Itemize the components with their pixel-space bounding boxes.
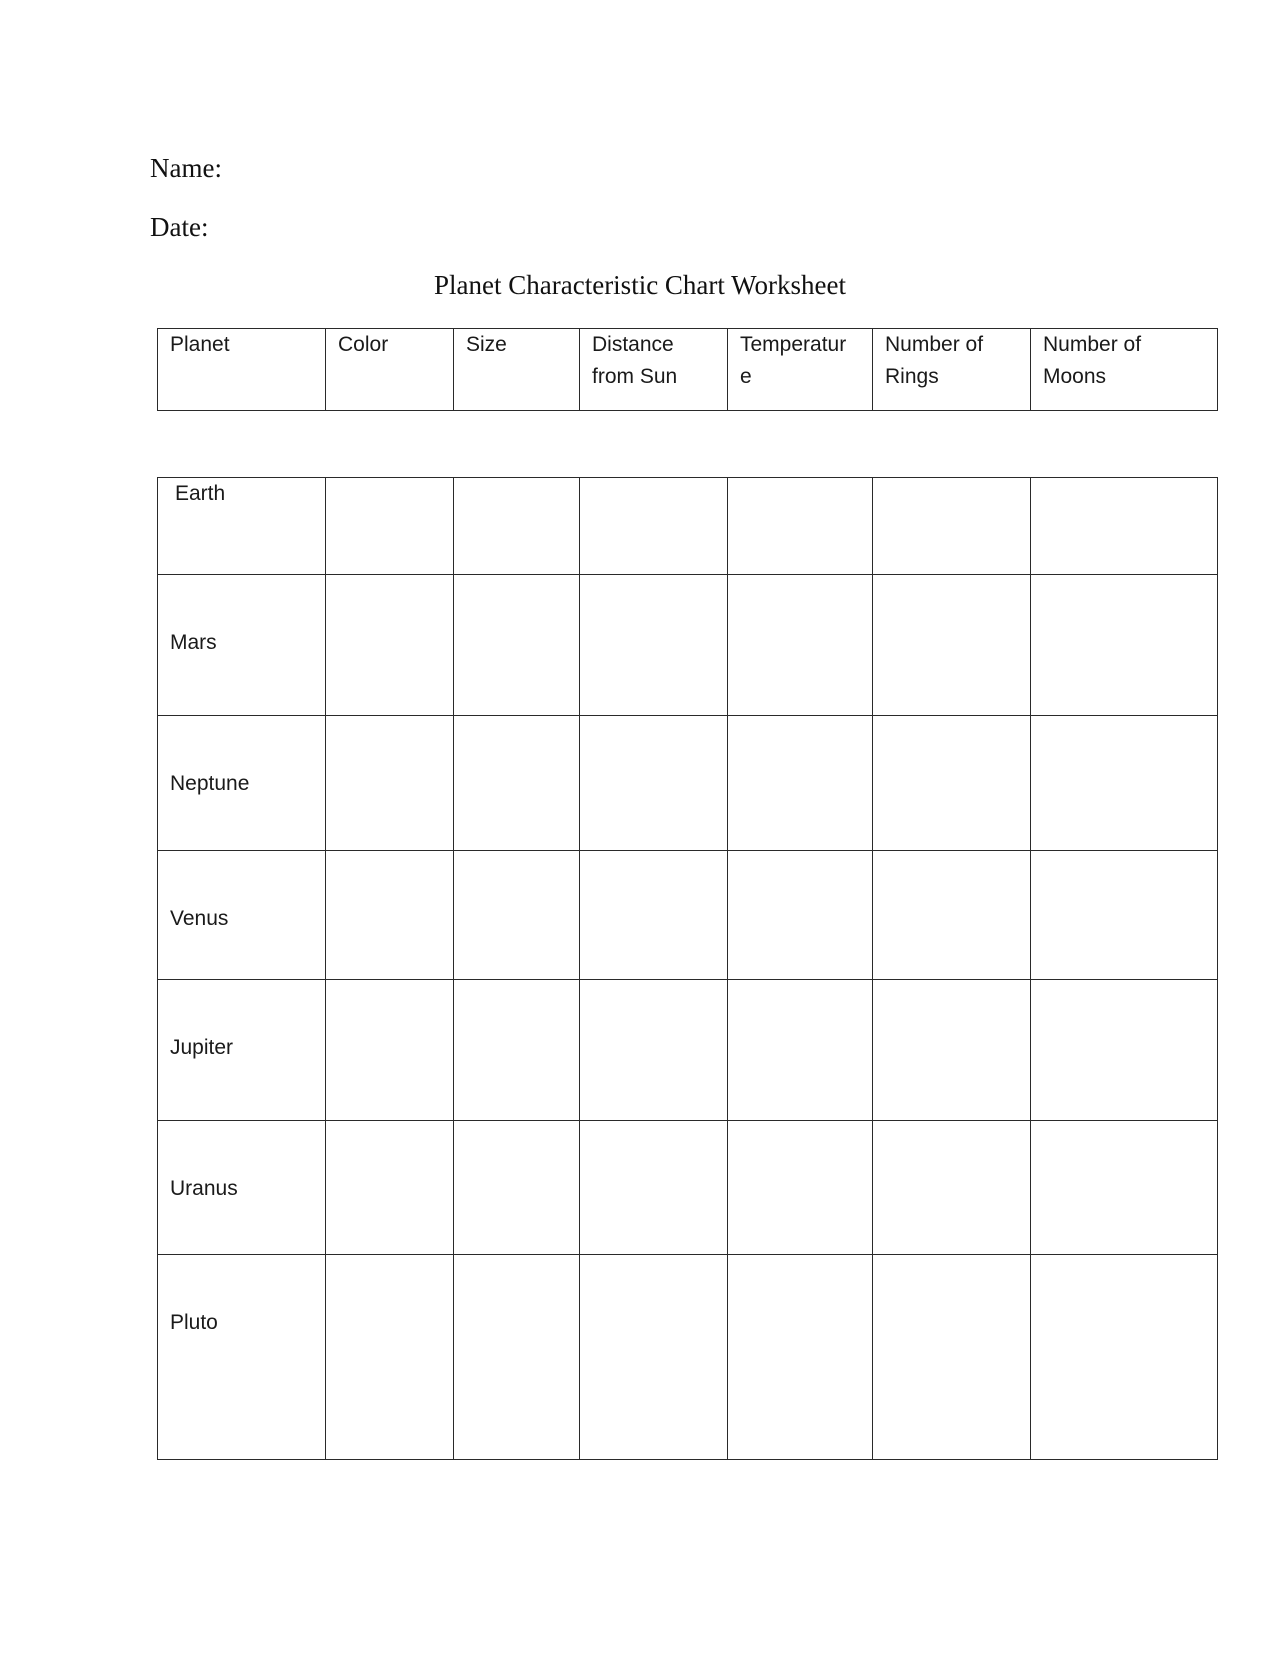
- header-cell-planet: [158, 329, 326, 411]
- temperature-cell[interactable]: [728, 575, 873, 716]
- size-cell[interactable]: [454, 575, 580, 716]
- name-label: Name:: [150, 153, 222, 183]
- distance-cell[interactable]: [580, 575, 728, 716]
- planet-cell-pluto: [158, 1255, 326, 1460]
- moons-cell[interactable]: [1031, 716, 1218, 851]
- moons-cell[interactable]: [1031, 478, 1218, 575]
- planet-label-pluto: Pluto: [170, 1311, 218, 1334]
- planet-table: [157, 477, 1218, 1460]
- header-distance-line1: Distance: [592, 333, 674, 356]
- header-planet-line1: Planet: [170, 333, 230, 356]
- header-row: [158, 329, 1218, 411]
- planet-cell-uranus: [158, 1121, 326, 1255]
- planet-label-mars: Mars: [170, 631, 217, 654]
- distance-cell[interactable]: [580, 716, 728, 851]
- planet-label-neptune: Neptune: [170, 772, 250, 795]
- header-cell-color: [326, 329, 454, 411]
- temperature-cell[interactable]: [728, 716, 873, 851]
- header-table: [157, 328, 1218, 411]
- planet-cell-mars: [158, 575, 326, 716]
- header-cell-moons: [1031, 329, 1218, 411]
- moons-cell[interactable]: [1031, 575, 1218, 716]
- distance-cell[interactable]: [580, 851, 728, 980]
- planet-cell-earth: [158, 478, 326, 575]
- rings-cell[interactable]: [873, 1255, 1031, 1460]
- table-row: [158, 478, 1218, 575]
- size-cell[interactable]: [454, 716, 580, 851]
- color-cell[interactable]: [326, 575, 454, 716]
- temperature-cell[interactable]: [728, 1255, 873, 1460]
- planet-cell-neptune: [158, 716, 326, 851]
- moons-cell[interactable]: [1031, 980, 1218, 1121]
- temperature-cell[interactable]: [728, 1121, 873, 1255]
- color-cell[interactable]: [326, 716, 454, 851]
- distance-cell[interactable]: [580, 980, 728, 1121]
- size-cell[interactable]: [454, 1121, 580, 1255]
- date-label: Date:: [150, 212, 209, 242]
- size-cell[interactable]: [454, 980, 580, 1121]
- header-rings-line1: Number of: [885, 333, 984, 356]
- planet-label-earth: Earth: [175, 482, 226, 505]
- size-cell[interactable]: [454, 1255, 580, 1460]
- color-cell[interactable]: [326, 1121, 454, 1255]
- header-rings-line2: Rings: [885, 365, 939, 388]
- header-cell-rings: [873, 329, 1031, 411]
- distance-cell[interactable]: [580, 1255, 728, 1460]
- header-temperature-line1: Temperatur: [740, 333, 847, 356]
- rings-cell[interactable]: [873, 1121, 1031, 1255]
- temperature-cell[interactable]: [728, 980, 873, 1121]
- table-row: [158, 1121, 1218, 1255]
- planet-label-uranus: Uranus: [170, 1177, 238, 1200]
- distance-cell[interactable]: [580, 1121, 728, 1255]
- worksheet-title: Planet Characteristic Chart Worksheet: [434, 270, 846, 300]
- distance-cell[interactable]: [580, 478, 728, 575]
- table-row: [158, 716, 1218, 851]
- size-cell[interactable]: [454, 478, 580, 575]
- header-temperature-line2: e: [740, 365, 752, 388]
- planet-label-venus: Venus: [170, 907, 229, 930]
- header-size-line1: Size: [466, 333, 507, 356]
- header-moons-line1: Number of: [1043, 333, 1142, 356]
- planet-cell-jupiter: [158, 980, 326, 1121]
- rings-cell[interactable]: [873, 851, 1031, 980]
- table-row: [158, 851, 1218, 980]
- rings-cell[interactable]: [873, 478, 1031, 575]
- moons-cell[interactable]: [1031, 851, 1218, 980]
- temperature-cell[interactable]: [728, 851, 873, 980]
- moons-cell[interactable]: [1031, 1255, 1218, 1460]
- header-color-line1: Color: [338, 333, 389, 356]
- table-row: [158, 1255, 1218, 1460]
- color-cell[interactable]: [326, 851, 454, 980]
- header-cell-size: [454, 329, 580, 411]
- header-cell-temperature: [728, 329, 873, 411]
- header-cell-distance: [580, 329, 728, 411]
- planet-label-jupiter: Jupiter: [170, 1036, 234, 1059]
- rings-cell[interactable]: [873, 980, 1031, 1121]
- color-cell[interactable]: [326, 478, 454, 575]
- header-moons-line2: Moons: [1043, 365, 1107, 388]
- planet-cell-venus: [158, 851, 326, 980]
- color-cell[interactable]: [326, 1255, 454, 1460]
- table-row: [158, 980, 1218, 1121]
- size-cell[interactable]: [454, 851, 580, 980]
- header-distance-line2: from Sun: [592, 365, 678, 388]
- rings-cell[interactable]: [873, 575, 1031, 716]
- moons-cell[interactable]: [1031, 1121, 1218, 1255]
- table-row: [158, 575, 1218, 716]
- temperature-cell[interactable]: [728, 478, 873, 575]
- color-cell[interactable]: [326, 980, 454, 1121]
- rings-cell[interactable]: [873, 716, 1031, 851]
